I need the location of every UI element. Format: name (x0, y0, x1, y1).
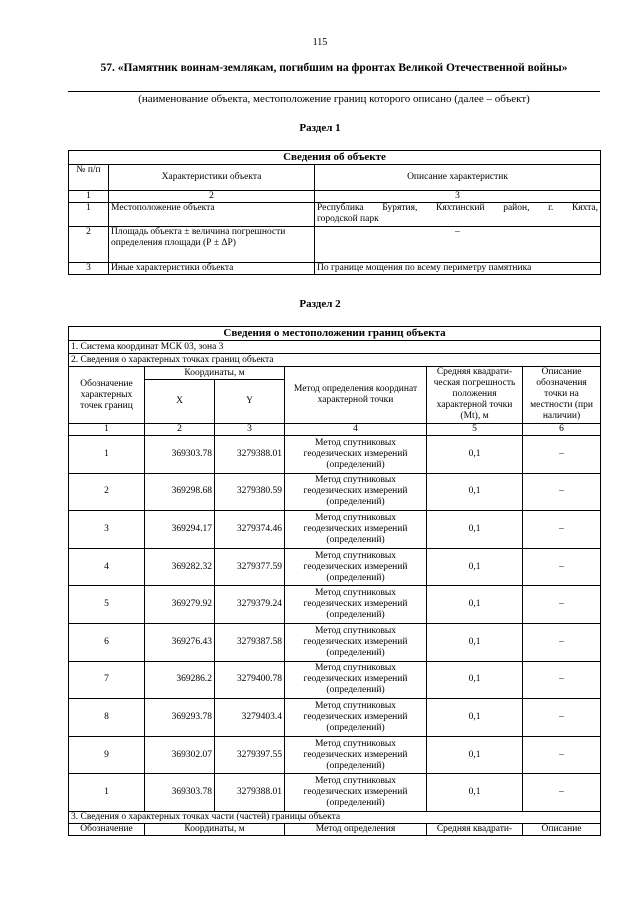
boundary-points-table (68, 326, 601, 836)
point-method: Метод спутниковых геодезических измерений (определений) (285, 623, 427, 661)
title-underline (68, 91, 600, 92)
point-number: 1 (69, 774, 145, 812)
point-number: 6 (69, 623, 145, 661)
point-number: 9 (69, 736, 145, 774)
table-row (69, 548, 601, 586)
point-x: 369303.78 (145, 774, 215, 812)
coordinate-system: 1. Система координат МСК 03, зона 3 (69, 341, 601, 354)
part-header-error: Средняя квадрати- (427, 823, 523, 835)
point-number: 7 (69, 661, 145, 699)
part-header-description: Описание (523, 823, 601, 835)
point-x: 369276.43 (145, 623, 215, 661)
header-method: Метод определения координат характерной точки (285, 367, 427, 424)
index-cell: 2 (109, 191, 315, 203)
point-error: 0,1 (427, 623, 523, 661)
point-y: 3279380.59 (215, 473, 285, 511)
index-cell: 3 (215, 424, 285, 436)
row-number: 3 (69, 263, 109, 275)
point-description: – (523, 661, 601, 699)
header-description: Описание характеристик (315, 165, 601, 191)
point-error: 0,1 (427, 736, 523, 774)
point-method: Метод спутниковых геодезических измерений (определений) (285, 548, 427, 586)
point-y: 3279397.55 (215, 736, 285, 774)
point-x: 369294.17 (145, 511, 215, 549)
part-header-designation: Обозначение (69, 823, 145, 835)
section-2-heading: Раздел 2 (299, 298, 341, 310)
point-method: Метод спутниковых геодезических измерений (определений) (285, 586, 427, 624)
point-method: Метод спутниковых геодезических измерений (определений) (285, 436, 427, 474)
point-description: – (523, 736, 601, 774)
row-characteristic: Площадь объекта ± величина погрешности определения площади (Р ± ΔР) (109, 227, 315, 263)
row-characteristic: Местоположение объекта (109, 203, 315, 227)
row-description: – (315, 227, 601, 263)
table-row (69, 661, 601, 699)
row-description (315, 203, 601, 227)
index-cell: 5 (427, 424, 523, 436)
point-y: 3279387.58 (215, 623, 285, 661)
table-row (69, 473, 601, 511)
index-cell: 4 (285, 424, 427, 436)
point-method: Метод спутниковых геодезических измерений (определений) (285, 736, 427, 774)
table-row (69, 203, 601, 227)
point-x: 369282.32 (145, 548, 215, 586)
row-description-line: городской парк (317, 214, 379, 224)
header-error: Средняя квадрати-ческая погрешность положения характерной точки (Mt), м (427, 367, 523, 424)
page-number: 115 (312, 37, 328, 48)
part-header-method: Метод определения (285, 823, 427, 835)
point-description: – (523, 699, 601, 737)
table-title: Сведения об объекте (69, 151, 601, 165)
point-x: 369293.78 (145, 699, 215, 737)
object-title: 57. «Памятник воинам-землякам, погибшим на фронтах Великой Отечественной войны» (100, 62, 568, 74)
row-description-line: Республика Бурятия, Кяхтинский район, г. Кяхта, (317, 203, 599, 213)
header-x: X (145, 380, 215, 424)
point-number: 2 (69, 473, 145, 511)
table-row (69, 511, 601, 549)
point-description: – (523, 586, 601, 624)
table-row (69, 623, 601, 661)
section-1-heading: Раздел 1 (299, 122, 341, 134)
point-error: 0,1 (427, 548, 523, 586)
point-y: 3279400.78 (215, 661, 285, 699)
index-cell: 2 (145, 424, 215, 436)
point-y: 3279379.24 (215, 586, 285, 624)
point-method: Метод спутниковых геодезических измерений (определений) (285, 473, 427, 511)
row-number: 2 (69, 227, 109, 263)
part-section-title: 3. Сведения о характерных точках части (частей) границы объекта (69, 811, 601, 823)
point-error: 0,1 (427, 774, 523, 812)
index-cell: 1 (69, 191, 109, 203)
table-row (69, 436, 601, 474)
header-characteristic: Характеристики объекта (109, 165, 315, 191)
table-row (69, 774, 601, 812)
point-method: Метод спутниковых геодезических измерений (определений) (285, 699, 427, 737)
point-y: 3279374.46 (215, 511, 285, 549)
point-description: – (523, 473, 601, 511)
point-x: 369298.68 (145, 473, 215, 511)
point-y: 3279388.01 (215, 774, 285, 812)
point-x: 369286.2 (145, 661, 215, 699)
point-y: 3279388.01 (215, 436, 285, 474)
table-row (69, 736, 601, 774)
point-error: 0,1 (427, 511, 523, 549)
point-number: 5 (69, 586, 145, 624)
point-error: 0,1 (427, 699, 523, 737)
point-y: 3279377.59 (215, 548, 285, 586)
point-error: 0,1 (427, 661, 523, 699)
object-note: (наименование объекта, местоположение границ которого описано (далее – объект) (138, 93, 530, 105)
point-description: – (523, 436, 601, 474)
point-method: Метод спутниковых геодезических измерений (определений) (285, 511, 427, 549)
point-error: 0,1 (427, 473, 523, 511)
point-x: 369302.07 (145, 736, 215, 774)
index-cell: 6 (523, 424, 601, 436)
part-header-coordinates: Координаты, м (145, 823, 285, 835)
point-method: Метод спутниковых геодезических измерений (определений) (285, 661, 427, 699)
index-cell: 1 (69, 424, 145, 436)
table-row (69, 699, 601, 737)
table-row (69, 586, 601, 624)
point-error: 0,1 (427, 436, 523, 474)
point-number: 4 (69, 548, 145, 586)
table-row (69, 227, 601, 263)
header-designation: Обозначение характерных точек границ (69, 367, 145, 424)
point-y: 3279403.4 (215, 699, 285, 737)
row-description: По границе мощения по всему периметру памятника (315, 263, 601, 275)
point-x: 369303.78 (145, 436, 215, 474)
table-title: Сведения о местоположении границ объекта (69, 327, 601, 341)
row-number: 1 (69, 203, 109, 227)
point-number: 1 (69, 436, 145, 474)
header-num: № п/п (69, 165, 109, 191)
row-characteristic: Иные характеристики объекта (109, 263, 315, 275)
header-y: Y (215, 380, 285, 424)
point-error: 0,1 (427, 586, 523, 624)
header-coordinates: Координаты, м (145, 367, 285, 380)
index-cell: 3 (315, 191, 601, 203)
points-section-title: 2. Сведения о характерных точках границ объекта (69, 354, 601, 367)
point-description: – (523, 548, 601, 586)
point-x: 369279.92 (145, 586, 215, 624)
point-description: – (523, 623, 601, 661)
object-info-table (68, 150, 601, 275)
point-number: 3 (69, 511, 145, 549)
point-method: Метод спутниковых геодезических измерений (определений) (285, 774, 427, 812)
table-row (69, 263, 601, 275)
point-description: – (523, 511, 601, 549)
point-number: 8 (69, 699, 145, 737)
point-description: – (523, 774, 601, 812)
header-point-description: Описание обозначения точки на местности (при наличии) (523, 367, 601, 424)
